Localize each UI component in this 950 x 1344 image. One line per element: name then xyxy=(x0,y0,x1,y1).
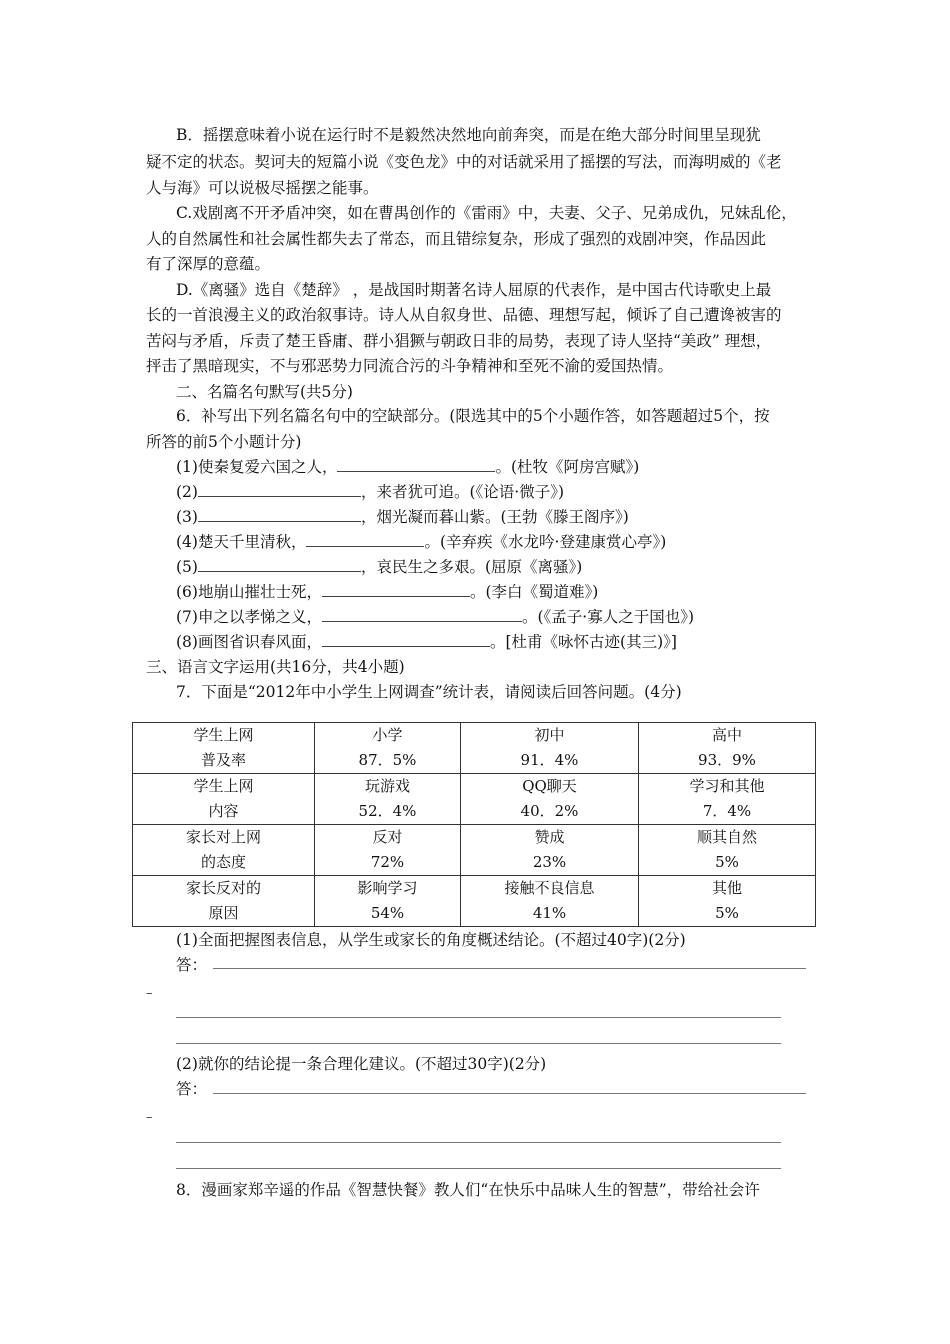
table-cell: 学生上网 普及率 xyxy=(133,723,315,774)
answer-line[interactable] xyxy=(176,1043,781,1044)
recitation-item-6: (6)地崩山摧壮士死， 。(李白《蜀道难》) xyxy=(176,580,598,604)
paragraph-d-line2: 长的一首浪漫主义的政治叙事诗。诗人从自叙身世、品德、理想写起，倾诉了自己遭谗被害的 xyxy=(146,306,782,324)
fill-blank[interactable] xyxy=(337,455,495,472)
answer-label-2: 答： xyxy=(176,1080,208,1098)
recitation-item-1: (1)使秦复爱六国之人， 。(杜牧《阿房宫赋》) xyxy=(176,455,639,479)
fill-blank[interactable] xyxy=(322,630,490,647)
q7-sub2: (2)就你的结论提一条合理化建议。(不超过30字)(2分) xyxy=(176,1055,547,1073)
table-row xyxy=(133,723,816,774)
section3-heading: 三、语言文字运用(共16分，共4小题) xyxy=(146,658,405,676)
table-cell: 其他 5% xyxy=(639,876,816,927)
recitation-item-3: (3) ，烟光凝而暮山紫。(王勃《滕王阁序》) xyxy=(176,505,629,529)
paragraph-b-line1: B．摇摆意味着小说在运行时不是毅然决然地向前奔突，而是在绝大部分时间里呈现犹 xyxy=(176,126,761,144)
paragraph-d-line1: D.《离骚》选自《楚辞》 ，是战国时期著名诗人屈原的代表作，是中国古代诗歌史上最 xyxy=(176,281,772,299)
recitation-item-7: (7)申之以孝悌之义， 。(《孟子·寡人之于国也》) xyxy=(176,605,694,629)
table-cell: 学习和其他 7．4% xyxy=(639,774,816,825)
paragraph-d-line3: 苦闷与矛盾，斥责了楚王昏庸、群小猖獗与朝政日非的局势，表现了诗人坚持“美政” 理想， xyxy=(146,332,772,350)
table-cell: 家长反对的 原因 xyxy=(133,876,315,927)
answer-line[interactable] xyxy=(213,968,806,969)
survey-table xyxy=(132,722,816,927)
recitation-item-4: (4)楚天千里清秋， 。(辛弃疾《水龙吟·登建康赏心亭》) xyxy=(176,530,666,554)
q6-line2: 所答的前5个小题计分) xyxy=(146,433,302,451)
table-cell: 玩游戏 52．4% xyxy=(315,774,461,825)
table-cell: 反对 72% xyxy=(315,825,461,876)
fill-blank[interactable] xyxy=(322,605,522,622)
dash-mark: – xyxy=(146,986,153,1001)
table-row xyxy=(133,774,816,825)
answer-line[interactable] xyxy=(213,1093,806,1094)
recitation-item-5: (5) ，哀民生之多艰。(屈原《离骚》) xyxy=(176,555,582,579)
fill-blank[interactable] xyxy=(198,505,361,522)
section2-heading: 二、名篇名句默写(共5分) xyxy=(176,383,353,401)
paragraph-d-line4: 抨击了黑暗现实，不与邪恶势力同流合污的斗争精神和至死不渝的爱国热情。 xyxy=(146,357,674,375)
q7-sub1: (1)全面把握图表信息，从学生或家长的角度概述结论。(不超过40字)(2分) xyxy=(176,931,686,949)
fill-blank[interactable] xyxy=(198,555,361,572)
paragraph-c-line3: 有了深厚的意蕴。 xyxy=(146,255,271,273)
recitation-item-2: (2) ，来者犹可追。(《论语·微子》) xyxy=(176,480,564,504)
table-cell: 初中 91．4% xyxy=(461,723,639,774)
paragraph-b-line3: 人与海》可以说极尽摇摆之能事。 xyxy=(146,179,379,197)
q7-prompt: 7．下面是“2012年中小学生上网调查”统计表，请阅读后回答问题。(4分) xyxy=(176,683,682,701)
answer-line[interactable] xyxy=(176,1168,781,1169)
table-row xyxy=(133,825,816,876)
table-cell: 小学 87．5% xyxy=(315,723,461,774)
recitation-item-8: (8)画图省识春风面， 。[杜甫《咏怀古迹(其三)》] xyxy=(176,630,677,654)
paragraph-b-line2: 疑不定的状态。契诃夫的短篇小说《变色龙》中的对话就采用了摇摆的写法，而海明威的《老 xyxy=(146,153,782,171)
dash-mark: – xyxy=(146,1110,153,1125)
table-cell: 顺其自然 5% xyxy=(639,825,816,876)
paragraph-c-line1: C.戏剧离不开矛盾冲突，如在曹禺创作的《雷雨》中，夫妻、父子、兄弟成仇，兄妹乱伦， xyxy=(176,204,797,222)
answer-line[interactable] xyxy=(176,1017,781,1018)
fill-blank[interactable] xyxy=(198,480,361,497)
fill-blank[interactable] xyxy=(322,580,470,597)
table-cell: 赞成 23% xyxy=(461,825,639,876)
table-cell: 接触不良信息 41% xyxy=(461,876,639,927)
table-row xyxy=(133,876,816,927)
table-cell: 学生上网 内容 xyxy=(133,774,315,825)
answer-line[interactable] xyxy=(176,1142,781,1143)
fill-blank[interactable] xyxy=(306,530,424,547)
paragraph-c-line2: 人的自然属性和社会属性都失去了常态，而且错综复杂，形成了强烈的戏剧冲突，作品因此 xyxy=(146,230,767,248)
table-cell: 影响学习 54% xyxy=(315,876,461,927)
q6-line1: 6．补写出下列名篇名句中的空缺部分。(限选其中的5个小题作答，如答题超过5个，按 xyxy=(176,407,770,425)
q8-prompt: 8．漫画家郑辛遥的作品《智慧快餐》教人们“在快乐中品味人生的智慧”，带给社会许 xyxy=(176,1181,760,1199)
table-cell: QQ聊天 40．2% xyxy=(461,774,639,825)
table-cell: 家长对上网 的态度 xyxy=(133,825,315,876)
table-cell: 高中 93．9% xyxy=(639,723,816,774)
answer-label-1: 答： xyxy=(176,956,208,974)
